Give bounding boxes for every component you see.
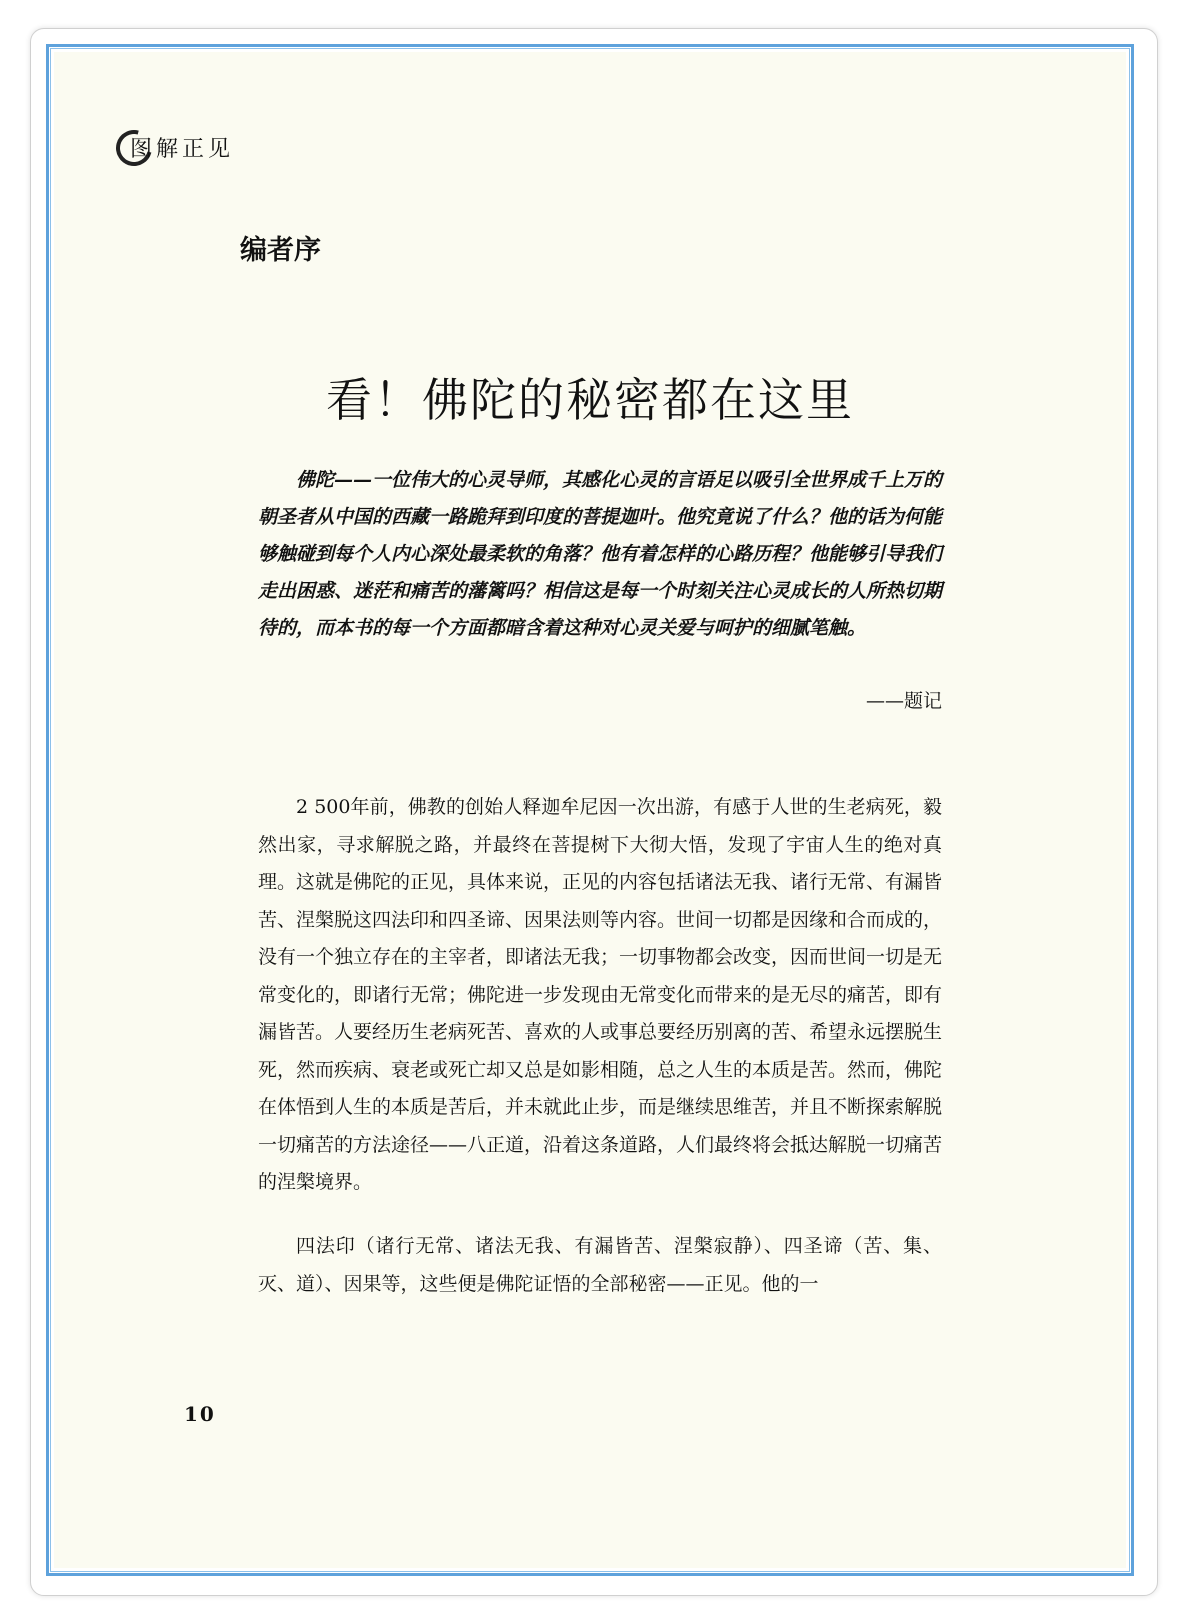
page-number: 10	[184, 1402, 216, 1426]
epigraph-text: 佛陀——一位伟大的心灵导师，其感化心灵的言语足以吸引全世界成千上万的朝圣者从中国的西藏一路跪拜到印度的菩提迦叶。他究竟说了什么？他的话为何能够触碰到每个人内心深处最柔软的角落？他有着怎样的心路历程？他能够引导我们走出困惑、迷茫和痛苦的藩篱吗？相信这是每一个时刻关注心灵成长的人所热切期待的，而本书的每一个方面都暗含着这种对心灵关爱与呵护的细腻笔触。	[258, 469, 943, 639]
section-label: 编者序	[240, 235, 321, 266]
chapter-title: 看！佛陀的秘密都在这里	[326, 373, 854, 427]
epigraph-attribution: ——题记	[865, 690, 942, 712]
running-header	[116, 130, 234, 161]
book-page	[54, 52, 1126, 1568]
book-title-label: 图解正见	[130, 137, 235, 162]
body-paragraph-2: 四法印（诸行无常、诸法无我、有漏皆苦、涅槃寂静）、四圣谛（苦、集、灭、道）、因果等，这些便是佛陀证悟的全部秘密——正见。他的一	[258, 1235, 942, 1295]
body-paragraph-1: 2 500年前，佛教的创始人释迦牟尼因一次出游，有感于人世的生老病死，毅然出家，寻求解脱之路，并最终在菩提树下大彻大悟，发现了宇宙人生的绝对真理。这就是佛陀的正见，具体来说，正见的内容包括诸法无我、诸行无常、有漏皆苦、涅槃脱这四法印和四圣谛、因果法则等内容。世间一切都是因缘和合而成的，没有一个独立存在的主宰者，即诸法无我；一切事物都会改变，因而世间一切是无常变化的，即诸行无常；佛陀进一步发现由无常变化而带来的是无尽的痛苦，即有漏皆苦。人要经历生老病死苦、喜欢的人或事总要经历别离的苦、希望永远摆脱生死，然而疾病、衰老或死亡却又总是如影相随，总之人生的本质是苦。然而，佛陀在体悟到人生的本质是苦后，并未就此止步，而是继续思维苦，并且不断探索解脱一切痛苦的方法途径——八正道，沿着这条道路，人们最终将会抵达解脱一切痛苦的涅槃境界。	[258, 796, 943, 1193]
